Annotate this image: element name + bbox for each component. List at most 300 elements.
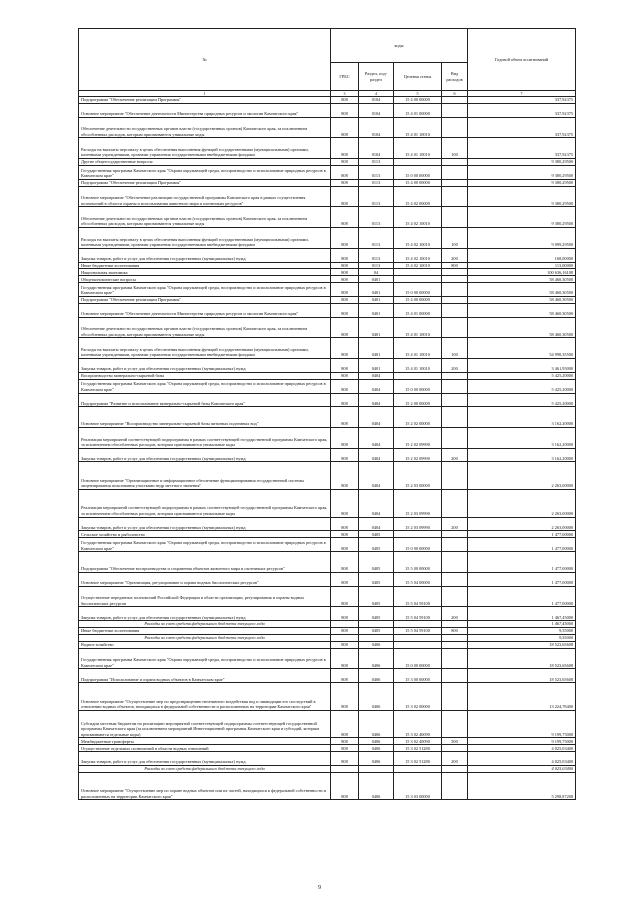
row-target-article bbox=[394, 765, 442, 772]
row-section: 0401 bbox=[359, 317, 394, 338]
row-expense-type bbox=[442, 379, 468, 393]
row-amount: 9 380,29500 bbox=[468, 179, 576, 186]
row-section: 0401 bbox=[359, 359, 394, 373]
row-section: 0401 bbox=[359, 338, 394, 359]
row-grbs: 808 bbox=[331, 648, 359, 669]
table-row bbox=[79, 262, 576, 269]
row-amount: 9 199,75000 bbox=[468, 710, 576, 738]
row-grbs bbox=[331, 765, 359, 772]
row-description: Закупка товаров, работ и услуг для обеспечения государственных (муниципальных) нужд bbox=[79, 448, 331, 462]
row-description: Общеэкономические вопросы bbox=[79, 276, 331, 283]
row-section: 0405 bbox=[359, 531, 394, 538]
row-expense-type bbox=[442, 97, 468, 104]
row-description: Закупка товаров, работ и услуг для обеспечения государственных (муниципальных) нужд bbox=[79, 359, 331, 373]
header-row-top bbox=[79, 29, 576, 63]
row-grbs: 808 bbox=[331, 572, 359, 586]
table-row bbox=[79, 738, 576, 745]
row-expense-type: 800 bbox=[442, 262, 468, 269]
row-expense-type bbox=[442, 683, 468, 711]
row-amount: 9 199,75000 bbox=[468, 738, 576, 745]
table-row bbox=[79, 372, 576, 379]
row-expense-type bbox=[442, 317, 468, 338]
row-target-article: 15 4 02 10010 bbox=[394, 248, 442, 262]
row-grbs: 808 bbox=[331, 531, 359, 538]
row-target-article: 15 3 02 51280 bbox=[394, 745, 442, 752]
row-grbs: 808 bbox=[331, 359, 359, 373]
budget-table bbox=[78, 28, 576, 800]
row-amount: 9 099,29500 bbox=[468, 228, 576, 249]
row-section: 0104 bbox=[359, 97, 394, 104]
table-row bbox=[79, 103, 576, 117]
row-description: Основное мероприятие "Осуществление мер по охране водных объектов или их частей, находящихся в федеральной собственности и расположенных на территории Камчатского края" bbox=[79, 772, 331, 800]
row-description: Основное мероприятие "Осуществление мер по предотвращению негативного воздействия вод и ликвидации его последствий в отношении водных объектов, находящихся в федеральной собственности и расположенных на территории Камчатского края" bbox=[79, 683, 331, 711]
row-amount: 4 025,03400 bbox=[468, 752, 576, 766]
row-section: 0405 bbox=[359, 607, 394, 621]
row-expense-type bbox=[442, 490, 468, 518]
row-grbs: 808 bbox=[331, 448, 359, 462]
header-number: № bbox=[79, 29, 331, 91]
row-grbs: 808 bbox=[331, 179, 359, 186]
row-grbs: 808 bbox=[331, 462, 359, 490]
row-grbs: 808 bbox=[331, 710, 359, 738]
row-expense-type: 200 bbox=[442, 607, 468, 621]
table-row bbox=[79, 117, 576, 138]
table-row bbox=[79, 269, 576, 276]
row-target-article bbox=[394, 531, 442, 538]
row-target-article: 15 2 02 00000 bbox=[394, 407, 442, 428]
row-section: 0113 bbox=[359, 165, 394, 179]
table-row bbox=[79, 621, 576, 628]
row-description: Обеспечение деятельности государственных органов власти (государственных органов) Камчатского края, за исключением обособленных расходов, которым присваиваются уникальные коды bbox=[79, 317, 331, 338]
row-section: 0113 bbox=[359, 248, 394, 262]
row-amount: 1 477,00000 bbox=[468, 552, 576, 573]
row-target-article: 15 2 03 09990 bbox=[394, 490, 442, 518]
row-grbs: 808 bbox=[331, 538, 359, 552]
row-description: Расходы на выплаты персоналу в целях обеспечения выполнения функций государственными (муниципальными) органами, казенными учреждениями, органами управления государственными внебюджетными фондами bbox=[79, 338, 331, 359]
header-annual-amount: Годовой объем ассигнований bbox=[468, 29, 576, 91]
row-description: Водное хозяйство bbox=[79, 641, 331, 648]
row-grbs: 808 bbox=[331, 683, 359, 711]
row-expense-type bbox=[442, 372, 468, 379]
row-grbs: 808 bbox=[331, 117, 359, 138]
row-section: 0401 bbox=[359, 276, 394, 283]
table-row bbox=[79, 765, 576, 772]
row-target-article: 15 3 03 00000 bbox=[394, 772, 442, 800]
row-amount: 58 460,30500 bbox=[468, 283, 576, 297]
row-expense-type bbox=[442, 283, 468, 297]
table-row bbox=[79, 517, 576, 531]
row-target-article: 15 5 04 59100 bbox=[394, 607, 442, 621]
row-expense-type bbox=[442, 462, 468, 490]
row-target-article: 15 0 00 00000 bbox=[394, 283, 442, 297]
row-target-article: 15 4 01 10010 bbox=[394, 117, 442, 138]
row-description: Подпрограмма "Обеспечение реализации Программы" bbox=[79, 179, 331, 186]
row-expense-type bbox=[442, 296, 468, 303]
row-expense-type bbox=[442, 531, 468, 538]
row-expense-type: 200 bbox=[442, 517, 468, 531]
row-description: Осуществление переданных полномочий Российской Федерации в области организации, регулирования и охраны водных биологических ресурсов bbox=[79, 586, 331, 607]
row-section: 0404 bbox=[359, 372, 394, 379]
row-expense-type bbox=[442, 765, 468, 772]
header-grbs: ГРБС bbox=[331, 63, 359, 91]
row-target-article bbox=[394, 621, 442, 628]
table-row bbox=[79, 428, 576, 449]
row-amount: 58 460,30500 bbox=[468, 317, 576, 338]
row-section: 0404 bbox=[359, 517, 394, 531]
row-section: 0401 bbox=[359, 303, 394, 317]
row-section: 0404 bbox=[359, 379, 394, 393]
table-row bbox=[79, 490, 576, 518]
row-description: Реализация мероприятий соответствующей подпрограммы в рамках соответствующей государственной программы Камчатского края, за исключением обособленных расходов, которым присваиваются уникальные коды bbox=[79, 490, 331, 518]
row-grbs: 808 bbox=[331, 641, 359, 648]
row-target-article: 15 0 00 00000 bbox=[394, 538, 442, 552]
row-target-article bbox=[394, 634, 442, 641]
row-description: Другие общегосударственные вопросы bbox=[79, 159, 331, 166]
row-expense-type bbox=[442, 634, 468, 641]
row-section: 0404 bbox=[359, 490, 394, 518]
row-target-article: 15 4 02 10010 bbox=[394, 228, 442, 249]
table-row bbox=[79, 276, 576, 283]
row-target-article: 15 4 01 00000 bbox=[394, 103, 442, 117]
row-section: 0113 bbox=[359, 159, 394, 166]
row-section: 0104 bbox=[359, 117, 394, 138]
row-amount: 4 025,03400 bbox=[468, 745, 576, 752]
row-expense-type bbox=[442, 117, 468, 138]
header-section: Раздел, под-раздел bbox=[359, 63, 394, 91]
row-expense-type bbox=[442, 538, 468, 552]
row-section: 0401 bbox=[359, 283, 394, 297]
column-number: 5 bbox=[394, 91, 442, 97]
row-target-article: 15 5 04 59100 bbox=[394, 586, 442, 607]
row-section: 0406 bbox=[359, 752, 394, 766]
row-amount: 5 425,20000 bbox=[468, 379, 576, 393]
row-expense-type bbox=[442, 269, 468, 276]
row-expense-type bbox=[442, 772, 468, 800]
row-target-article: 15 3 02 00000 bbox=[394, 683, 442, 711]
row-description: Закупка товаров, работ и услуг для обеспечения государственных (муниципальных) нужд bbox=[79, 248, 331, 262]
table-row bbox=[79, 165, 576, 179]
row-amount: 58 460,30500 bbox=[468, 276, 576, 283]
table-row bbox=[79, 407, 576, 428]
row-target-article: 15 2 02 09990 bbox=[394, 448, 442, 462]
table-row bbox=[79, 338, 576, 359]
row-target-article: 15 4 01 10010 bbox=[394, 359, 442, 373]
row-target-article bbox=[394, 641, 442, 648]
row-grbs: 808 bbox=[331, 745, 359, 752]
row-target-article: 15 2 03 00000 bbox=[394, 462, 442, 490]
row-target-article: 15 0 00 00000 bbox=[394, 165, 442, 179]
row-amount: 1 467,45000 bbox=[468, 621, 576, 628]
row-expense-type bbox=[442, 393, 468, 407]
row-description: Подпрограмма "Развитие и использование минерально-сырьевой базы Камчатского края" bbox=[79, 393, 331, 407]
row-target-article: 15 3 02 40090 bbox=[394, 710, 442, 738]
table-row bbox=[79, 186, 576, 207]
row-expense-type: 200 bbox=[442, 448, 468, 462]
row-target-article: 15 4 01 10010 bbox=[394, 317, 442, 338]
row-amount: 2 263,00000 bbox=[468, 517, 576, 531]
row-grbs: 808 bbox=[331, 186, 359, 207]
row-target-article: 15 4 01 00000 bbox=[394, 303, 442, 317]
row-amount: 2 263,00000 bbox=[468, 490, 576, 518]
row-amount: 13 224,78400 bbox=[468, 683, 576, 711]
row-description: Закупка товаров, работ и услуг для обеспечения государственных (муниципальных) нужд bbox=[79, 607, 331, 621]
row-section: 0104 bbox=[359, 138, 394, 159]
row-section: 0406 bbox=[359, 745, 394, 752]
row-expense-type bbox=[442, 621, 468, 628]
row-grbs: 808 bbox=[331, 248, 359, 262]
row-section: 0113 bbox=[359, 179, 394, 186]
row-section: 0405 bbox=[359, 552, 394, 573]
row-description: Основное мероприятие "Организация, регулирование и охрана водных биологических ресурсов" bbox=[79, 572, 331, 586]
row-section: 0113 bbox=[359, 186, 394, 207]
table-row bbox=[79, 359, 576, 373]
table-row bbox=[79, 607, 576, 621]
row-target-article: 15 4 00 00000 bbox=[394, 296, 442, 303]
row-section: 0401 bbox=[359, 296, 394, 303]
row-description: Государственная программа Камчатского края "Охрана окружающей среды, воспроизводство и использование природных ресурсов в Камчатском крае" bbox=[79, 648, 331, 669]
table-row bbox=[79, 159, 576, 166]
row-amount: 3 162,20000 bbox=[468, 448, 576, 462]
row-expense-type: 800 bbox=[442, 628, 468, 635]
row-description: Воспроизводство минерально-сырьевой базы bbox=[79, 372, 331, 379]
row-section: 0406 bbox=[359, 648, 394, 669]
row-description: Подпрограмма "Использование и охрана водных объектов в Камчатском крае" bbox=[79, 669, 331, 683]
row-grbs: 808 bbox=[331, 428, 359, 449]
row-grbs: 808 bbox=[331, 228, 359, 249]
table-row bbox=[79, 641, 576, 648]
row-target-article: 15 0 00 00000 bbox=[394, 648, 442, 669]
row-expense-type bbox=[442, 586, 468, 607]
row-amount: 5 425,20000 bbox=[468, 393, 576, 407]
row-amount: 1 477,00000 bbox=[468, 586, 576, 607]
row-description: Расходы за счет средств федерального бюджета текущего года bbox=[79, 634, 331, 641]
row-description: Подпрограмма "Обеспечение реализации Программы" bbox=[79, 296, 331, 303]
row-amount: 4 025,03400 bbox=[468, 765, 576, 772]
row-target-article: 15 3 00 00000 bbox=[394, 669, 442, 683]
row-target-article: 15 2 00 00000 bbox=[394, 393, 442, 407]
row-amount: 1 477,00000 bbox=[468, 572, 576, 586]
table-row bbox=[79, 538, 576, 552]
row-description: Расходы на выплаты персоналу в целях обеспечения выполнения функций государственными (муниципальными) органами, казенными учреждениями, органами управления государственными внебюджетными фондами bbox=[79, 138, 331, 159]
row-grbs: 808 bbox=[331, 552, 359, 573]
table-row bbox=[79, 179, 576, 186]
row-expense-type bbox=[442, 179, 468, 186]
row-target-article bbox=[394, 372, 442, 379]
row-grbs: 808 bbox=[331, 103, 359, 117]
row-grbs: 808 bbox=[331, 283, 359, 297]
row-grbs: 808 bbox=[331, 772, 359, 800]
table-row bbox=[79, 752, 576, 766]
row-description: Расходы за счет средств федерального бюджета текущего года bbox=[79, 765, 331, 772]
row-grbs: 808 bbox=[331, 138, 359, 159]
row-amount: 5 425,20000 bbox=[468, 372, 576, 379]
row-grbs: 808 bbox=[331, 372, 359, 379]
row-amount: 18 523,65608 bbox=[468, 648, 576, 669]
row-target-article: 15 3 02 51280 bbox=[394, 752, 442, 766]
row-grbs: 808 bbox=[331, 517, 359, 531]
row-description: Государственная программа Камчатского края "Охрана окружающей среды, воспроизводство и использование природных ресурсов в Камчатском крае" bbox=[79, 379, 331, 393]
table-row bbox=[79, 462, 576, 490]
row-section: 0113 bbox=[359, 207, 394, 228]
row-description: Государственная программа Камчатского края "Охрана окружающей среды, воспроизводство и использование природных ресурсов в Камчатском крае" bbox=[79, 538, 331, 552]
row-target-article bbox=[394, 276, 442, 283]
row-grbs: 808 bbox=[331, 738, 359, 745]
row-amount: 1 477,00000 bbox=[468, 538, 576, 552]
header-codes: коды bbox=[331, 29, 468, 63]
row-grbs bbox=[331, 634, 359, 641]
row-grbs: 808 bbox=[331, 303, 359, 317]
row-expense-type bbox=[442, 186, 468, 207]
row-amount: 113,00000 bbox=[468, 262, 576, 269]
row-description: Подпрограмма "Обеспечение воспроизводства и сохранения объектов животного мира и охотничьих ресурсов" bbox=[79, 552, 331, 573]
row-amount: 58 460,30500 bbox=[468, 296, 576, 303]
table-row bbox=[79, 648, 576, 669]
row-target-article bbox=[394, 269, 442, 276]
row-description: Обеспечение деятельности государственных органов власти (государственных органов) Камчатского края, за исключением обособленных расходов, которым присваиваются уникальные коды bbox=[79, 117, 331, 138]
row-grbs: 808 bbox=[331, 752, 359, 766]
table-row bbox=[79, 531, 576, 538]
row-section: 0404 bbox=[359, 428, 394, 449]
row-target-article: 15 4 01 10010 bbox=[394, 338, 442, 359]
row-expense-type bbox=[442, 207, 468, 228]
table-row bbox=[79, 710, 576, 738]
row-grbs: 808 bbox=[331, 165, 359, 179]
row-expense-type bbox=[442, 669, 468, 683]
row-section: 0113 bbox=[359, 262, 394, 269]
row-grbs: 808 bbox=[331, 379, 359, 393]
table-row bbox=[79, 448, 576, 462]
row-description: Закупка товаров, работ и услуг для обеспечения государственных (муниципальных) нужд bbox=[79, 517, 331, 531]
column-number: 4 bbox=[359, 91, 394, 97]
table-row bbox=[79, 207, 576, 228]
row-amount: 9 380,29500 bbox=[468, 159, 576, 166]
budget-table-sheet bbox=[78, 28, 575, 800]
row-amount: 5 298,87208 bbox=[468, 772, 576, 800]
row-section: 0405 bbox=[359, 572, 394, 586]
row-description: Межбюджетные трансферты bbox=[79, 738, 331, 745]
row-description: Расходы за счет средств федерального бюджета текущего года bbox=[79, 621, 331, 628]
row-description: Национальная экономика bbox=[79, 269, 331, 276]
row-description: Сельское хозяйство и рыболовство bbox=[79, 531, 331, 538]
row-amount: 2 263,00000 bbox=[468, 462, 576, 490]
row-amount: 58 460,30500 bbox=[468, 303, 576, 317]
table-row bbox=[79, 628, 576, 635]
table-row bbox=[79, 296, 576, 303]
row-section: 0406 bbox=[359, 772, 394, 800]
row-amount: 337,92375 bbox=[468, 103, 576, 117]
row-expense-type: 200 bbox=[442, 359, 468, 373]
table-row bbox=[79, 745, 576, 752]
table-row bbox=[79, 634, 576, 641]
column-number: 3 bbox=[331, 91, 359, 97]
table-row bbox=[79, 228, 576, 249]
row-section: 0406 bbox=[359, 669, 394, 683]
row-grbs: 808 bbox=[331, 669, 359, 683]
row-expense-type bbox=[442, 159, 468, 166]
row-section: 0404 bbox=[359, 448, 394, 462]
row-amount: 100 636,16108 bbox=[468, 269, 576, 276]
row-section: 0405 bbox=[359, 538, 394, 552]
row-amount: 168,00000 bbox=[468, 248, 576, 262]
row-grbs: 808 bbox=[331, 628, 359, 635]
row-description: Осуществление отдельных полномочий в области водных отношений bbox=[79, 745, 331, 752]
row-grbs: 808 bbox=[331, 159, 359, 166]
row-expense-type bbox=[442, 407, 468, 428]
row-expense-type: 100 bbox=[442, 338, 468, 359]
row-description: Реализация мероприятий соответствующей подпрограммы в рамках соответствующей государственной программы Камчатского края, за исключением обособленных расходов, которым присваиваются уникальные коды bbox=[79, 428, 331, 449]
row-section: 04 bbox=[359, 269, 394, 276]
row-section: 0406 bbox=[359, 710, 394, 738]
row-grbs: 808 bbox=[331, 407, 359, 428]
table-row bbox=[79, 379, 576, 393]
row-amount: 9,55000 bbox=[468, 634, 576, 641]
row-section: 0404 bbox=[359, 407, 394, 428]
row-expense-type bbox=[442, 276, 468, 283]
row-grbs bbox=[331, 621, 359, 628]
row-description: Основное мероприятие "Обеспечение деятельности Министерства природных ресурсов и экологии Камчатского края" bbox=[79, 303, 331, 317]
row-target-article: 15 3 02 40090 bbox=[394, 738, 442, 745]
row-section: 0405 bbox=[359, 586, 394, 607]
page-number: 9 bbox=[318, 885, 321, 891]
column-number: 1 bbox=[79, 91, 331, 97]
row-section: 0404 bbox=[359, 393, 394, 407]
row-expense-type bbox=[442, 648, 468, 669]
row-expense-type: 100 bbox=[442, 228, 468, 249]
row-amount: 3 162,20000 bbox=[468, 407, 576, 428]
table-row bbox=[79, 572, 576, 586]
row-target-article: 15 0 00 00000 bbox=[394, 379, 442, 393]
row-expense-type bbox=[442, 552, 468, 573]
row-expense-type: 200 bbox=[442, 248, 468, 262]
row-description: Основное мероприятие "Воспроизводство минерально-сырьевой базы питьевых подземных вод" bbox=[79, 407, 331, 428]
row-description: Обеспечение деятельности государственных органов власти (государственных органов) Камчатского края, за исключением обособленных расходов, которым присваиваются уникальные коды bbox=[79, 207, 331, 228]
row-target-article bbox=[394, 159, 442, 166]
row-amount: 337,92375 bbox=[468, 138, 576, 159]
row-description: Иные бюджетные ассигнования bbox=[79, 628, 331, 635]
row-section: 0113 bbox=[359, 228, 394, 249]
row-grbs: 808 bbox=[331, 586, 359, 607]
row-target-article: 15 5 04 59100 bbox=[394, 628, 442, 635]
row-amount: 1 467,45000 bbox=[468, 607, 576, 621]
table-row bbox=[79, 669, 576, 683]
row-grbs: 808 bbox=[331, 207, 359, 228]
row-description: Закупка товаров, работ и услуг для обеспечения государственных (муниципальных) нужд bbox=[79, 752, 331, 766]
table-row bbox=[79, 303, 576, 317]
row-description: Расходы на выплаты персоналу в целях обеспечения выполнения функций государственными (муниципальными) органами, казенными учреждениями, органами управления государственными внебюджетными фондами bbox=[79, 228, 331, 249]
row-target-article: 15 4 02 10010 bbox=[394, 262, 442, 269]
row-amount: 3 461,95000 bbox=[468, 359, 576, 373]
row-section: 0104 bbox=[359, 103, 394, 117]
row-expense-type bbox=[442, 303, 468, 317]
row-amount: 9 380,29500 bbox=[468, 207, 576, 228]
table-row bbox=[79, 393, 576, 407]
row-expense-type bbox=[442, 710, 468, 738]
row-target-article: 15 4 00 00000 bbox=[394, 179, 442, 186]
row-description: Государственная программа Камчатского края "Охрана окружающей среды, воспроизводство и использование природных ресурсов в Камчатском крае" bbox=[79, 165, 331, 179]
row-amount: 1 477,00000 bbox=[468, 531, 576, 538]
row-target-article: 15 4 02 10010 bbox=[394, 207, 442, 228]
table-row bbox=[79, 586, 576, 607]
row-expense-type bbox=[442, 103, 468, 117]
table-row bbox=[79, 283, 576, 297]
row-description: Основное мероприятие "Организационное и информационное обеспечение функционирования государственной системы лицензирования пользования участками недр местного значения" bbox=[79, 462, 331, 490]
row-expense-type bbox=[442, 165, 468, 179]
row-target-article: 15 2 02 09990 bbox=[394, 428, 442, 449]
row-section: 0406 bbox=[359, 641, 394, 648]
row-section bbox=[359, 634, 394, 641]
row-grbs: 808 bbox=[331, 262, 359, 269]
row-expense-type: 200 bbox=[442, 752, 468, 766]
